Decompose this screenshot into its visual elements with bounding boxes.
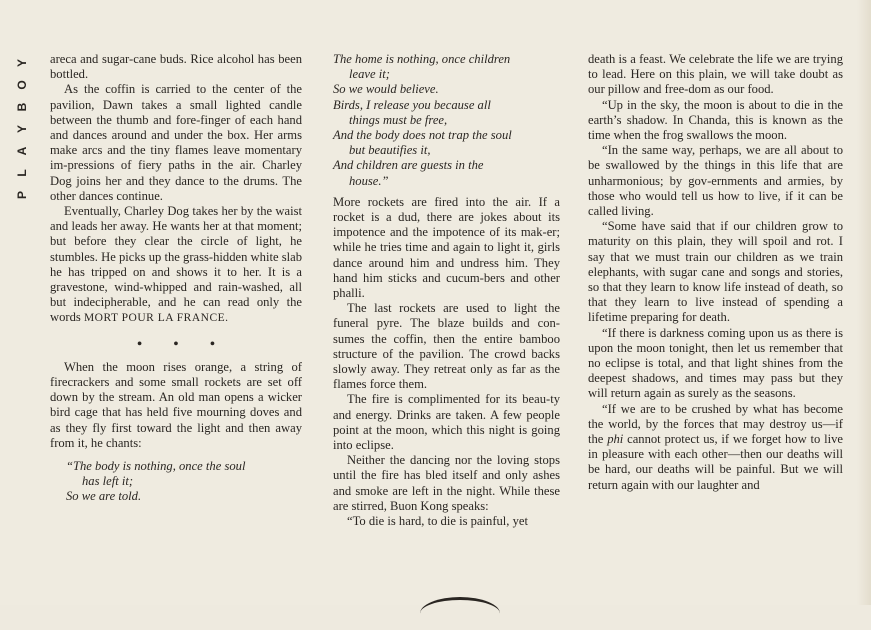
spine-letter: Y: [15, 59, 29, 68]
paragraph: “In the same way, perhaps, we are all about to be swallowed by the things in this life that are unharmonious; by gov-ernments and armies, by those who would tell us how to live, if it can be called living.: [588, 143, 843, 219]
paragraph: “To die is hard, to die is painful, yet: [347, 514, 528, 529]
poem-excerpt: [50, 459, 302, 505]
poem-line: So we would believe.: [333, 82, 439, 97]
poem-line: things must be free,: [349, 112, 448, 127]
paragraph-text: Eventually, Charley Dog takes her by the waist and leads her away. He wants her at that moment; but before they clear the circle of light, he stumbles. He picks up the grass-hidden white slab he has tripped on and shows it to her. It is a gravestone, wind-whipped and rain-washed, all but indecipherable, and he can read only the words: [50, 204, 302, 325]
poem-line: “The body is nothing, once the soul: [66, 459, 246, 474]
poem-line: So we are told.: [66, 489, 142, 504]
magazine-spine-label: [10, 52, 34, 206]
paragraph: death is a feast. We celebrate the life we are trying to lead. Here on this plain, we will take doubt as our pillow and free-dom as our food.: [588, 52, 843, 97]
poem-line: Birds, I release you because all: [333, 97, 491, 112]
spine-letter: Y: [15, 125, 29, 134]
text-column-3: [588, 52, 843, 493]
page-edge: [857, 0, 871, 605]
paragraph: “Some have said that if our children grow to maturity on this plain, they will spoil and rot. I say that we must train our children as we train elephants, with sugar cane and songs and stories, so that they learn to know life instead of death, so that they learn to live instead of spending a lifetime preparing for death.: [588, 219, 843, 325]
paragraph: When the moon rises orange, a string of firecrackers and some small rockets are set off down by the stream. An old man opens a wicker bird cage that has held five mourning doves and as they fly first toward the light and then away from it, he chants:: [50, 359, 302, 450]
italic-word: phi: [607, 432, 624, 447]
paragraph: The fire is complimented for its beau-ty and energy. Drinks are taken. A few people point at the moon, which this night is going into eclipse.: [333, 392, 560, 453]
paragraph-text: cannot protect us, if we forget how to live in pleasure with each other—then our deaths will be hard, our deaths will be painful. But we will return again with our laughter and: [588, 432, 843, 492]
spine-letter: O: [15, 80, 29, 90]
poem-line: house.”: [349, 173, 389, 188]
decorative-arc: [420, 597, 500, 630]
inscription-words: MORT POUR LA FRANCE.: [83, 312, 229, 325]
paragraph: [588, 402, 843, 493]
paragraph: areca and sugar-cane buds. Rice alcohol has been bottled.: [50, 52, 302, 82]
poem-line: And children are guests in the: [333, 158, 484, 173]
poem-line: has left it;: [82, 474, 134, 489]
poem-line: The home is nothing, once children: [333, 52, 511, 66]
paragraph: As the coffin is carried to the center of the pavilion, Dawn takes a small lighted candle between the thumb and fore-finger of each hand and dances around and under the box. Her arms make arcs and the tiny flames leave momentary im-pressions of fiery paths in the air. Charley Dog joins her and they dance to the drums. The other dances continue.: [50, 82, 302, 203]
section-break: • • •: [137, 336, 229, 352]
paragraph: More rockets are fired into the air. If a rocket is a dud, there are jokes about its impotence and the impotence of its mak-er; while he tries time and again to light it, girls dance around him and undress him. They hand him sticks and cucum-bers and other phalli.: [333, 194, 560, 301]
spine-letter: B: [15, 102, 29, 112]
paragraph: The last rockets are used to light the funeral pyre. The blaze builds and con-sumes the coffin, then the entire bamboo structure of the pavilion. The crowd backs slowly away. They retreat only as far as the flames force them.: [333, 301, 560, 392]
spine-letter: P: [15, 191, 29, 200]
poem-line: leave it;: [349, 67, 390, 82]
poem-line: And the body does not trap the soul: [333, 128, 512, 143]
poem-excerpt: [333, 52, 560, 189]
spine-letter: L: [15, 169, 29, 177]
poem-line: but beautifies it,: [349, 143, 431, 158]
paragraph: [50, 204, 302, 327]
paragraph: Neither the dancing nor the loving stops until the fire has bled itself and only ashes and smoke are left in the night. While these are stirred, Buon Kong speaks:: [333, 453, 560, 513]
paragraph-text: “If we are to be crushed by what has become the world, by the forces that may destroy us—if the: [588, 401, 843, 447]
text-column-2: [333, 52, 560, 529]
text-column-1: [50, 52, 302, 505]
paragraph: “Up in the sky, the moon is about to die in the earth’s shadow. In Chanda, this is known as the time when the frog swallows the moon.: [588, 97, 843, 143]
paragraph: “If there is darkness coming upon us as there is upon the moon tonight, then let us remember that no eclipse is total, and that light shines from the deepest shadows, and times may pass but they will return again as surely as the seasons.: [588, 325, 843, 401]
spine-letter: A: [15, 146, 29, 156]
